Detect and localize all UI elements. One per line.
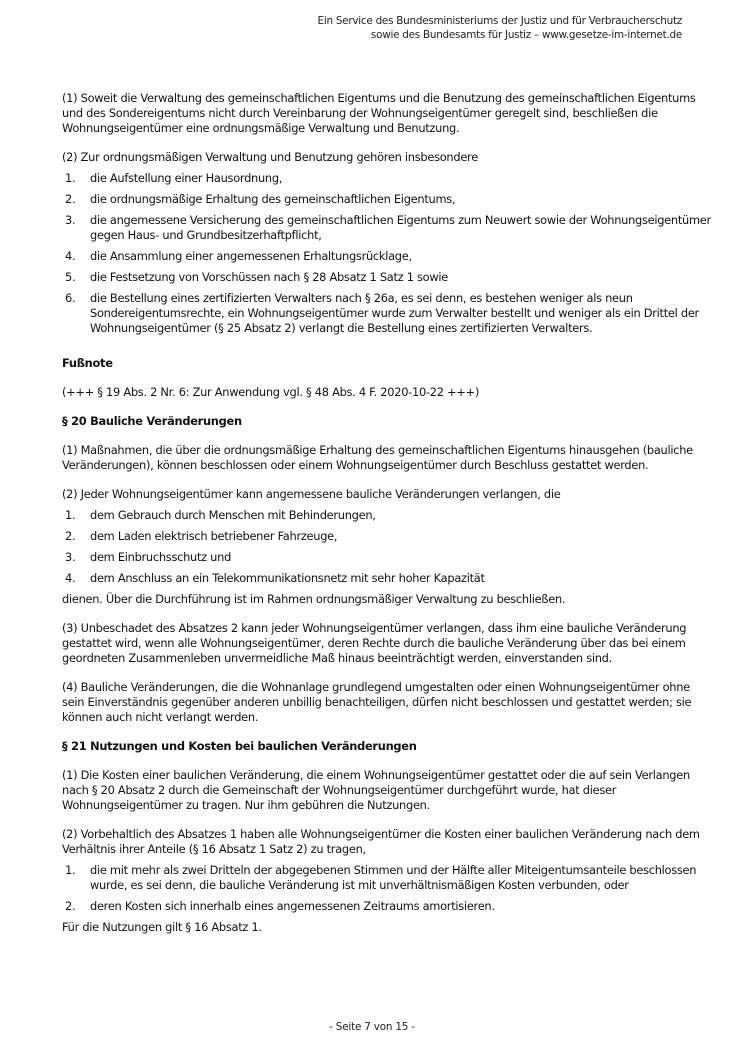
list-item [62, 571, 712, 586]
page-footer [0, 1021, 744, 1033]
list-item-number: 4. [65, 571, 76, 585]
list-item [62, 508, 712, 523]
page-header [318, 14, 682, 42]
list-21-2 [62, 863, 712, 914]
page-number: - Seite 7 von 15 - [329, 1021, 415, 1033]
paragraph-21-2-outro: Für die Nutzungen gilt § 16 Absatz 1. [62, 920, 262, 934]
list-item [62, 213, 712, 243]
footnote-text: (+++ § 19 Abs. 2 Nr. 6: Zur Anwendung vgl. § 48 Abs. 4 F. 2020-10-22 +++) [62, 385, 479, 399]
list-item-text: die Aufstellung einer Hausordnung, [90, 171, 283, 185]
list-item-text: dem Gebrauch durch Menschen mit Behinderungen, [90, 508, 376, 522]
list-item [62, 249, 712, 264]
list-item-number: 3. [65, 213, 76, 227]
list-item [62, 171, 712, 186]
list-item [62, 270, 712, 285]
list-item-text: dem Einbruchsschutz und [90, 550, 232, 564]
list-item-text: die angemessene Versicherung des gemeinschaftlichen Eigentums zum Neuwert sowie der Wohnungseigentümer gegen Haus- und Grundbesitzerhaftpflicht, [90, 213, 711, 242]
list-item-text: die Bestellung eines zertifizierten Verwalters nach § 26a, es sei denn, es bestehen weniger als neun Sondereigentumsrechte, ein Wohnungseigentümer wurde zum Verwalter bestellt und weniger als ein Drittel der Wohnungseigentümer (§ 25 Absatz 2) verlangt die Bestellung eines zertifizierten Verwalters. [90, 291, 699, 335]
list-item-number: 2. [65, 529, 76, 543]
paragraph-20-2-outro: dienen. Über die Durchführung ist im Rahmen ordnungsmäßiger Verwaltung zu beschließen. [62, 592, 566, 606]
list-item [62, 550, 712, 565]
paragraph-20-3: (3) Unbeschadet des Absatzes 2 kann jeder Wohnungseigentümer verlangen, dass ihm eine bauliche Veränderung gestattet wird, wenn alle Wohnungseigentümer, deren Rechte durch die bauliche Veränderung über das bei einem geordneten Zusammenleben unvermeidliche Maß hinaus beeinträchtigt werden, einverstanden sind. [62, 621, 687, 665]
list-item-text: die mit mehr als zwei Dritteln der abgegebenen Stimmen und der Hälfte aller Miteigentumsanteile beschlossen wurde, es sei denn, die bauliche Veränderung ist mit unverhältnismäßigen Kosten verbunden, oder [90, 863, 697, 892]
paragraph-21-1: (1) Die Kosten einer baulichen Veränderung, die einem Wohnungseigentümer gestattet oder die auf sein Verlangen nach § 20 Absatz 2 durch die Gemeinschaft der Wohnungseigentümer durchgeführt wurde, hat dieser Wohnungseigentümer zu tragen. Nur ihm gebühren die Nutzungen. [62, 768, 690, 812]
section-heading: § 20 Bauliche Veränderungen [62, 414, 242, 428]
list-item-text: dem Laden elektrisch betriebener Fahrzeuge, [90, 529, 338, 543]
paragraph-21-2-intro: (2) Vorbehaltlich des Absatzes 1 haben alle Wohnungseigentümer die Kosten einer baulichen Veränderung nach dem Verhältnis ihrer Anteile (§ 16 Absatz 1 Satz 2) zu tragen, [62, 827, 700, 856]
list-20-2 [62, 508, 712, 586]
section-heading: § 21 Nutzungen und Kosten bei baulichen Veränderungen [62, 739, 417, 753]
list-item [62, 529, 712, 544]
list-item-number: 5. [65, 270, 76, 284]
list-item-number: 2. [65, 192, 76, 206]
list-item-number: 6. [65, 291, 76, 305]
footnote-heading: Fußnote [62, 356, 113, 370]
list-item [62, 863, 712, 893]
document-body [62, 91, 712, 949]
list-item [62, 899, 712, 914]
paragraph-20-4: (4) Bauliche Veränderungen, die die Wohnanlage grundlegend umgestalten oder einen Wohnungseigentümer ohne sein Einverständnis gegenüber anderen unbillig benachteiligen, dürfen nicht beschlossen und gestattet werden; sie können auch nicht verlangt werden. [62, 680, 692, 724]
list-item-number: 3. [65, 550, 76, 564]
header-source-line: sowie des Bundesamts für Justiz – www.gesetze-im-internet.de [370, 29, 682, 41]
list-item-number: 4. [65, 249, 76, 263]
list-item-text: die ordnungsmäßige Erhaltung des gemeinschaftlichen Eigentums, [90, 192, 456, 206]
section-21 [62, 739, 712, 935]
section-20 [62, 414, 712, 725]
header-service-line: Ein Service des Bundesministeriums der Justiz und für Verbraucherschutz [317, 15, 682, 27]
paragraph-20-2-intro: (2) Jeder Wohnungseigentümer kann angemessene bauliche Veränderungen verlangen, die [62, 487, 561, 501]
list-item-text: die Ansammlung einer angemessenen Erhaltungsrücklage, [90, 249, 412, 263]
paragraph-19-1: (1) Soweit die Verwaltung des gemeinschaftlichen Eigentums und die Benutzung des gemeinschaftlichen Eigentums und des Sondereigentums nicht durch Vereinbarung der Wohnungseigentümer geregelt sind, beschließen die Wohnungseigentümer eine ordnungsmäßige Verwaltung und Benutzung. [62, 91, 696, 135]
list-item-number: 1. [65, 508, 76, 522]
section-19-continuation [62, 91, 712, 400]
list-item [62, 291, 712, 336]
list-19-2 [62, 171, 712, 336]
list-item-text: dem Anschluss an ein Telekommunikationsnetz mit sehr hoher Kapazität [90, 571, 485, 585]
list-item [62, 192, 712, 207]
paragraph-20-1: (1) Maßnahmen, die über die ordnungsmäßige Erhaltung des gemeinschaftlichen Eigentums hinausgehen (bauliche Veränderungen), können beschlossen oder einem Wohnungseigentümer durch Beschluss gestattet werden. [62, 443, 693, 472]
list-item-number: 1. [65, 863, 76, 877]
list-item-number: 1. [65, 171, 76, 185]
list-item-number: 2. [65, 899, 76, 913]
list-item-text: deren Kosten sich innerhalb eines angemessenen Zeitraums amortisieren. [90, 899, 495, 913]
paragraph-19-2-intro: (2) Zur ordnungsmäßigen Verwaltung und Benutzung gehören insbesondere [62, 150, 478, 164]
list-item-text: die Festsetzung von Vorschüssen nach § 28 Absatz 1 Satz 1 sowie [90, 270, 448, 284]
